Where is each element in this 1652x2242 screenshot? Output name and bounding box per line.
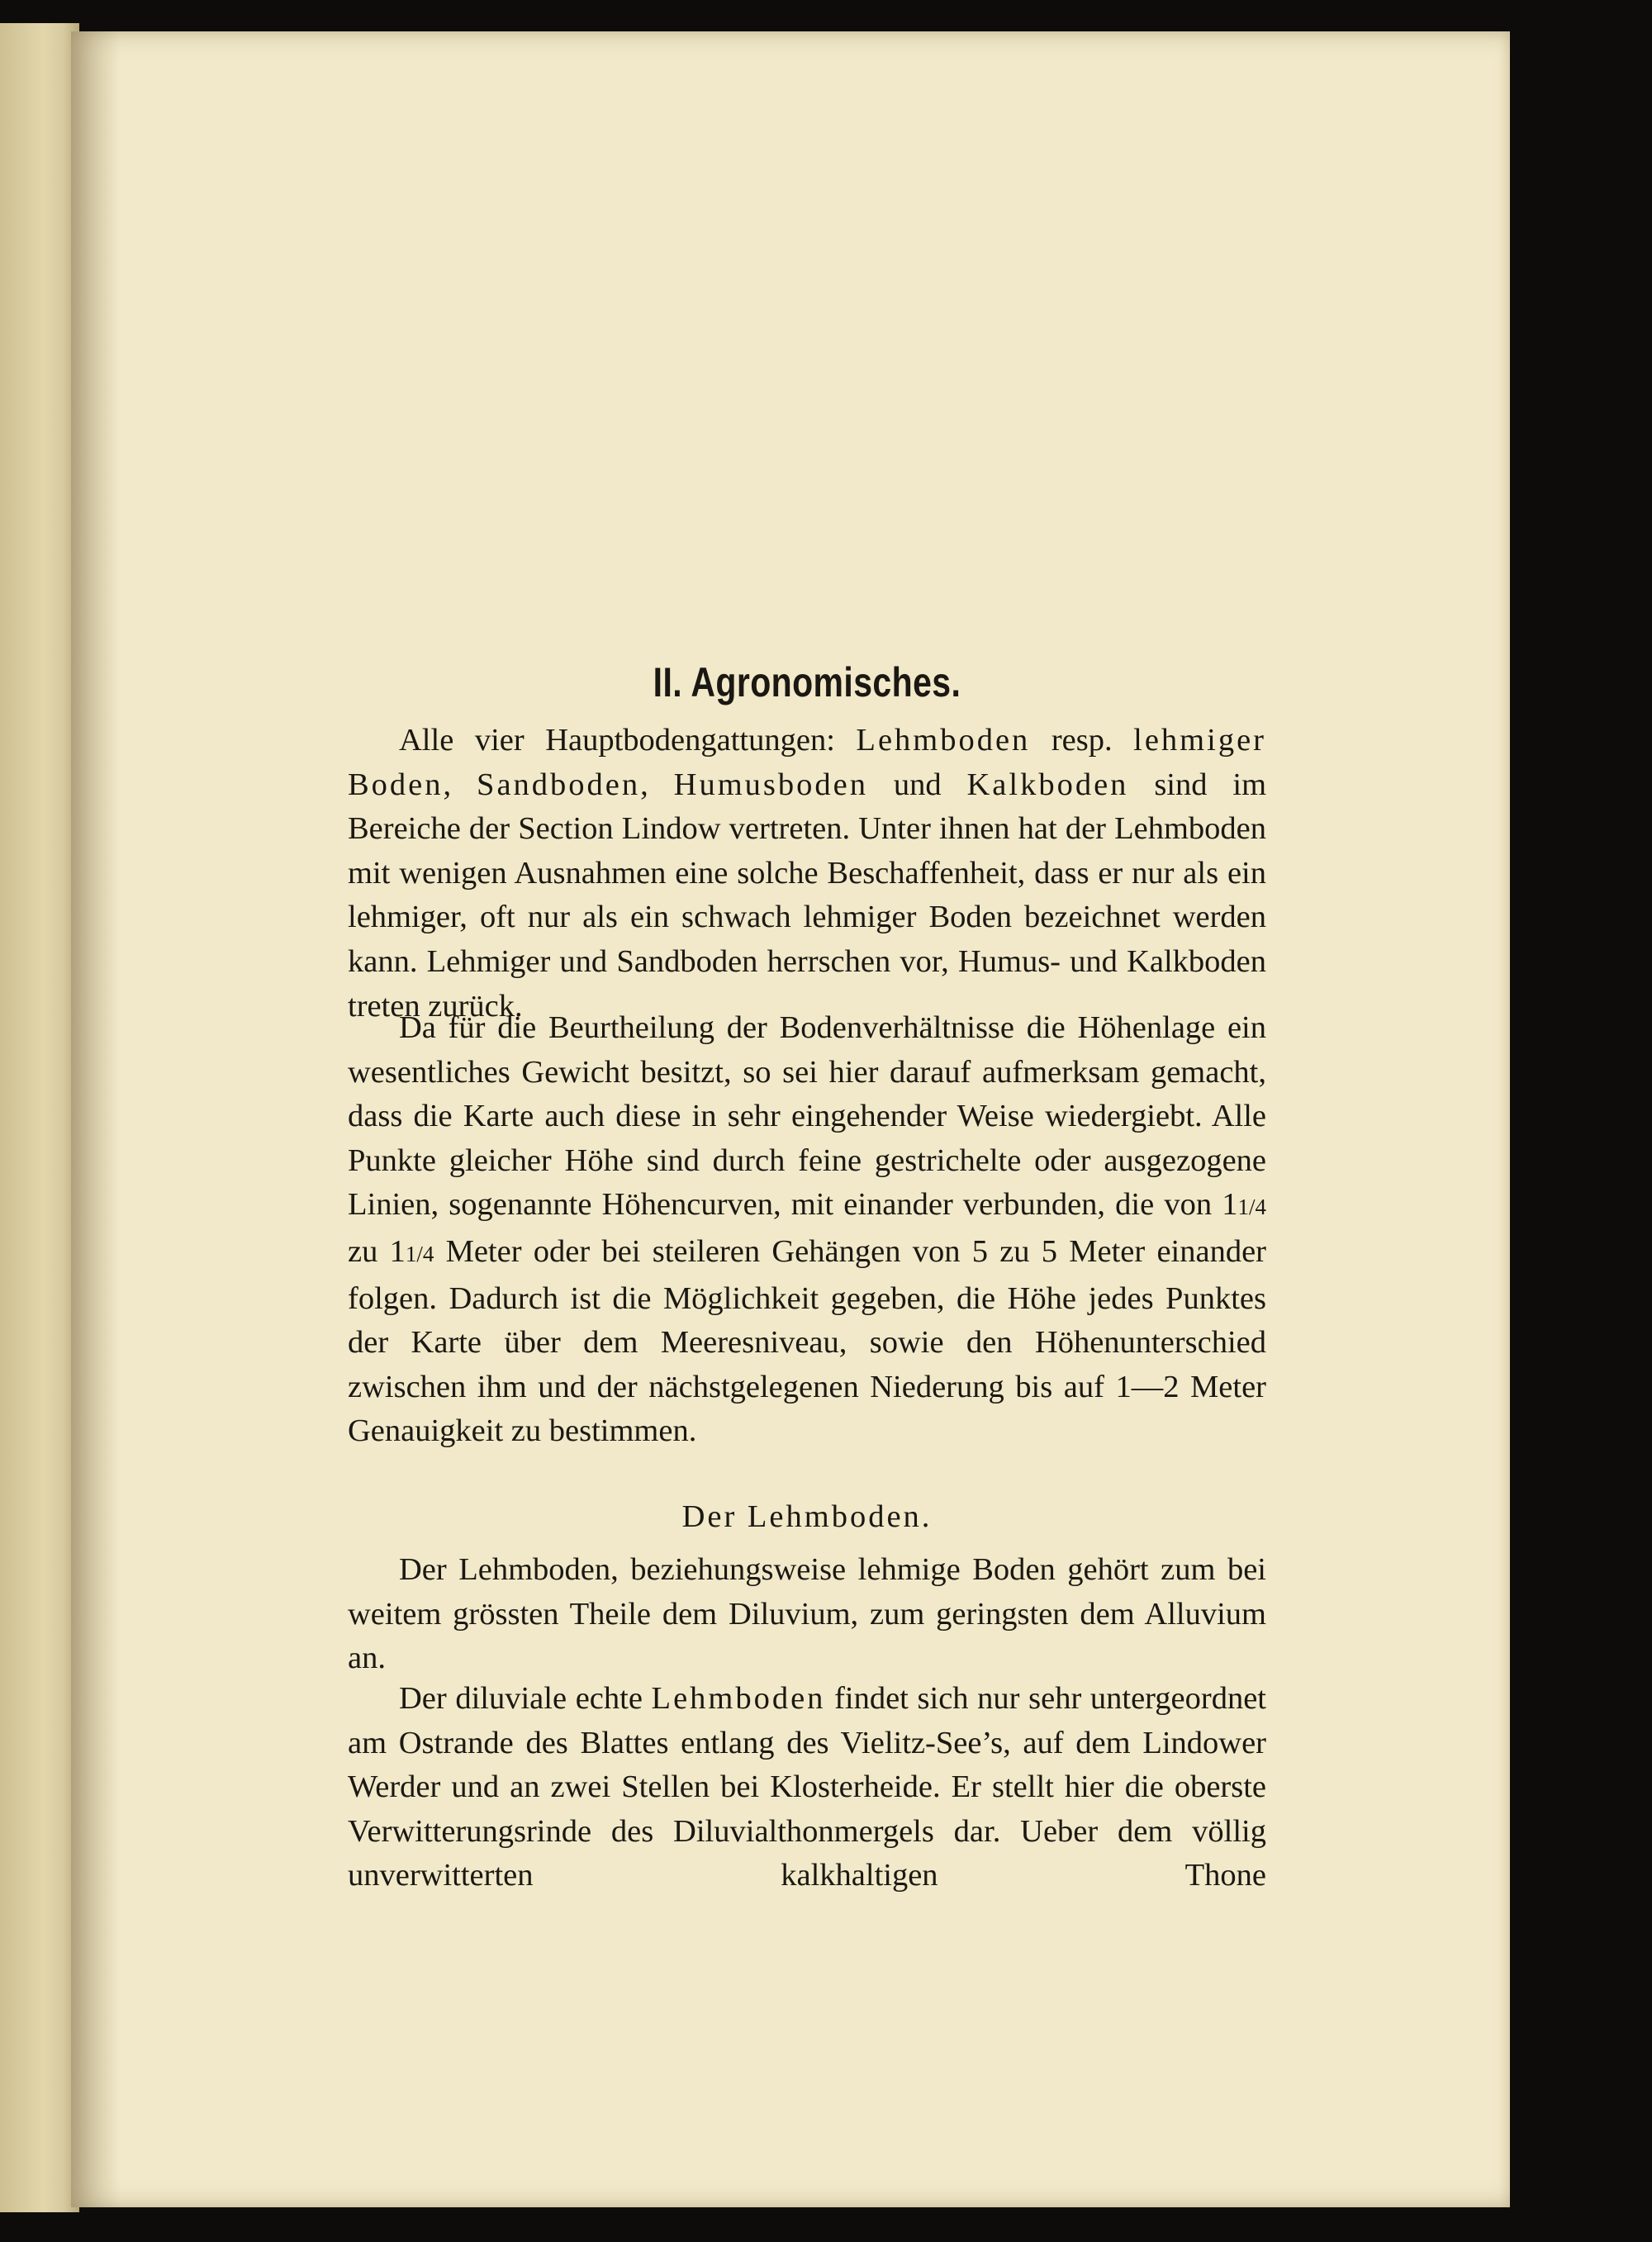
text-run: , <box>640 767 674 802</box>
text-run: Da für die Beurtheilung der Bodenverhältnisse die Höhenlage ein wesentliches Gewicht besitzt, so sei hier darauf aufmerksam gemacht, dass die Karte auch diese in sehr eingehender Weise wiedergiebt. Alle Punkte gleicher Höhe sind durch feine gestrichelte oder ausgezogene Linien, sogenannte Höhencurven, mit einander verbunden, die von 1 <box>348 1010 1266 1223</box>
page-gutter-shadow <box>71 31 121 2207</box>
subsection-heading: Der Lehmboden. <box>681 1499 933 1534</box>
text-run: sind im Bereiche der Section Lindow vertreten. Unter ihnen hat der Lehmboden mit wenigen Ausnahmen eine solche Beschaffenheit, dass er nur als ein lehmiger, oft nur als ein schwach lehmiger Boden bezeichnet werden kann. Lehmiger und Sandboden herrschen vor, Humus- und Kalkboden treten zurück. <box>348 767 1267 1024</box>
text-run: Der diluviale echte <box>399 1681 652 1716</box>
book-page <box>71 31 1510 2207</box>
paragraph-lehmboden-intro: Der Lehmboden, beziehungsweise lehmige Boden gehört zum bei weitem grössten Theile dem Diluvium, zum geringsten dem Alluvium an. <box>348 1552 1266 1676</box>
text-run: Alle vier Hauptbodengattungen: <box>399 723 857 758</box>
paragraph-soil-types <box>348 719 1266 1028</box>
section-heading: II. Agronomisches. <box>653 659 961 705</box>
text-run: zu 1 <box>348 1233 406 1269</box>
spaced-term: lehmiger Boden <box>348 723 1266 802</box>
text-run: findet sich nur sehr untergeordnet am Ostrande des Blattes entlang des Vielitz-See’s, auf dem Lindower Werder und an zwei Stellen bei Klosterheide. Er stellt hier die oberste Verwitterungsrinde des Diluvialthonmergels dar. Ueber dem völlig unverwitterten kalkhaltigen Thone <box>348 1681 1266 1893</box>
spaced-term: Humusboden <box>673 767 868 802</box>
facing-page-edge <box>0 23 79 2212</box>
text-run: resp. <box>1030 723 1134 758</box>
text-run: , <box>443 767 477 802</box>
spaced-term: Kalkboden <box>966 767 1129 802</box>
fraction: 1/4 <box>1237 1195 1266 1220</box>
spaced-term: Lehmboden <box>651 1681 826 1716</box>
fraction: 1/4 <box>405 1241 434 1266</box>
paragraph-elevation <box>348 1006 1266 1454</box>
text-run: und <box>867 767 967 802</box>
text-run: Meter oder bei steileren Gehängen von 5 zu 5 Meter einander folgen. Dadurch ist die Möglichkeit gegeben, die Höhe jedes Punktes der Karte über dem Meeresniveau, sowie den Höhenunterschied zwischen ihm und der nächstgelegenen Niederung bis auf 1—2 Meter Genauigkeit zu bestimmen. <box>348 1233 1266 1449</box>
paragraph-diluvial-lehmboden <box>348 1677 1266 1898</box>
spaced-term: Lehmboden <box>856 723 1031 758</box>
spaced-term: Sandboden <box>477 767 641 802</box>
